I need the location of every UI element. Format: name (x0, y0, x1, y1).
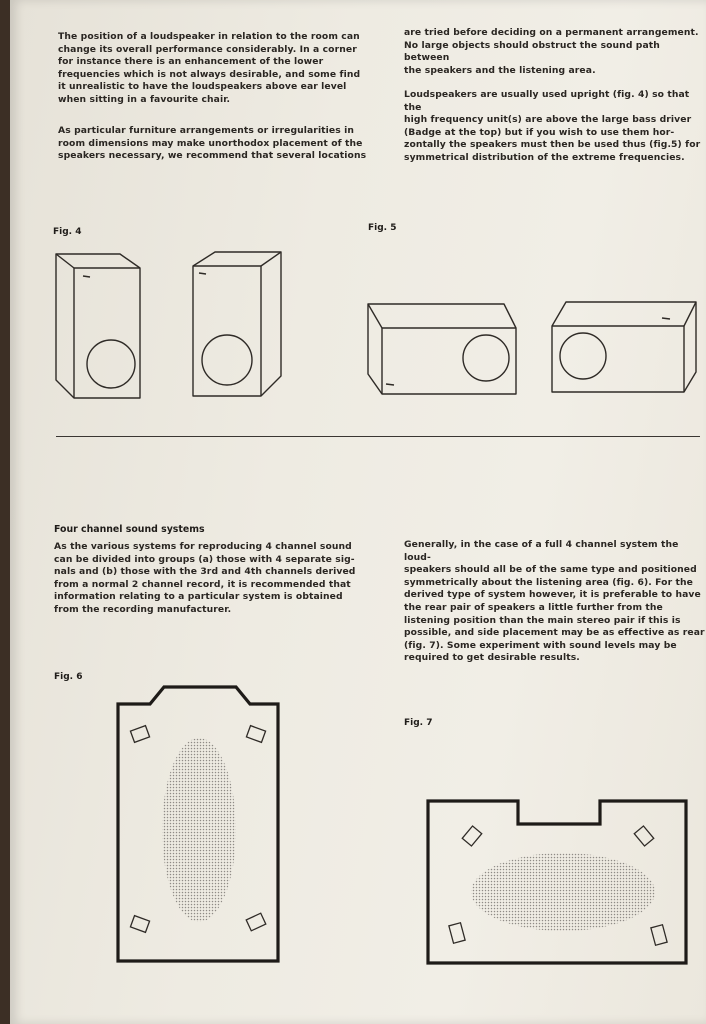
fig-4-upright-speakers-diagram (50, 246, 290, 406)
upright-speaker-left (56, 254, 140, 398)
horizontal-speaker-left (368, 304, 516, 394)
speaker-side-right (651, 925, 667, 945)
top-left-paragraph-1: The position of a loudspeaker in relation to the room can change its overall performance considerably. In a corner for instance there is an enhancement of the lower frequencies which is not always desirable, and some find it unrealistic to have the loudspeakers above ear level when sitting in a favourite chair. (58, 31, 361, 105)
section-divider (56, 436, 700, 437)
speaker-rear-right (246, 913, 266, 931)
speaker-front-right (246, 726, 265, 743)
fig-5-label: Fig. 5 (368, 223, 397, 233)
horizontal-speaker-right (552, 302, 696, 392)
top-right-paragraph-1: are tried before deciding on a permanent arrangement. No large objects should obstruct the sound path between the speakers and the listening area. (404, 27, 699, 76)
listening-area (162, 738, 236, 922)
speaker-side-left (449, 923, 465, 943)
top-right-paragraph-2: Loudspeakers are usually used upright (fig. 4) so that the high frequency unit(s) are above the large bass driver (Badge at the top) but if you wish to use them hor- zontally the speakers must then be used thus (fig.5) for symmetrical distribution of the extreme frequencies. (404, 89, 701, 163)
listening-area (471, 853, 655, 931)
speaker-front-left (462, 826, 481, 846)
speaker-rear-left (130, 916, 149, 933)
upright-speaker-right (193, 252, 281, 396)
speaker-front-left (130, 726, 149, 743)
fig-5-horizontal-speakers-diagram (364, 294, 700, 400)
four-channel-right-paragraph: Generally, in the case of a full 4 channel system the loud- speakers should all be of the same type and positioned symmetrically about the listening area (fig. 6). For the derived type of system however, it is preferable to have the rear pair of speakers a little further from the listening position than the main stereo pair if this is possible, and side placement may be as effective as rear (fig. 7). Some experiment with sound levels may be required to get desirable results. (404, 539, 705, 664)
fig-6-label: Fig. 6 (54, 672, 83, 682)
fig-6-room-layout-diagram (112, 684, 284, 966)
speaker-front-right (634, 826, 653, 846)
fig-4-label: Fig. 4 (53, 227, 82, 237)
top-left-paragraph-2: As particular furniture arrangements or irregularities in room dimensions may make unorthodox placement of the speakers necessary, we recommend that several locations (58, 125, 367, 162)
four-channel-heading: Four channel sound systems (54, 524, 205, 535)
four-channel-left-paragraph: As the various systems for reproducing 4 channel sound can be divided into groups (a) those with 4 separate sig- nals and (b) those with the 3rd and 4th channels derived from a normal 2 channel record, it is recommended that information relating to a particular system is obtained from the recording manufacturer. (54, 541, 356, 615)
fig-7-room-layout-diagram (424, 796, 692, 968)
fig-7-label: Fig. 7 (404, 718, 433, 728)
